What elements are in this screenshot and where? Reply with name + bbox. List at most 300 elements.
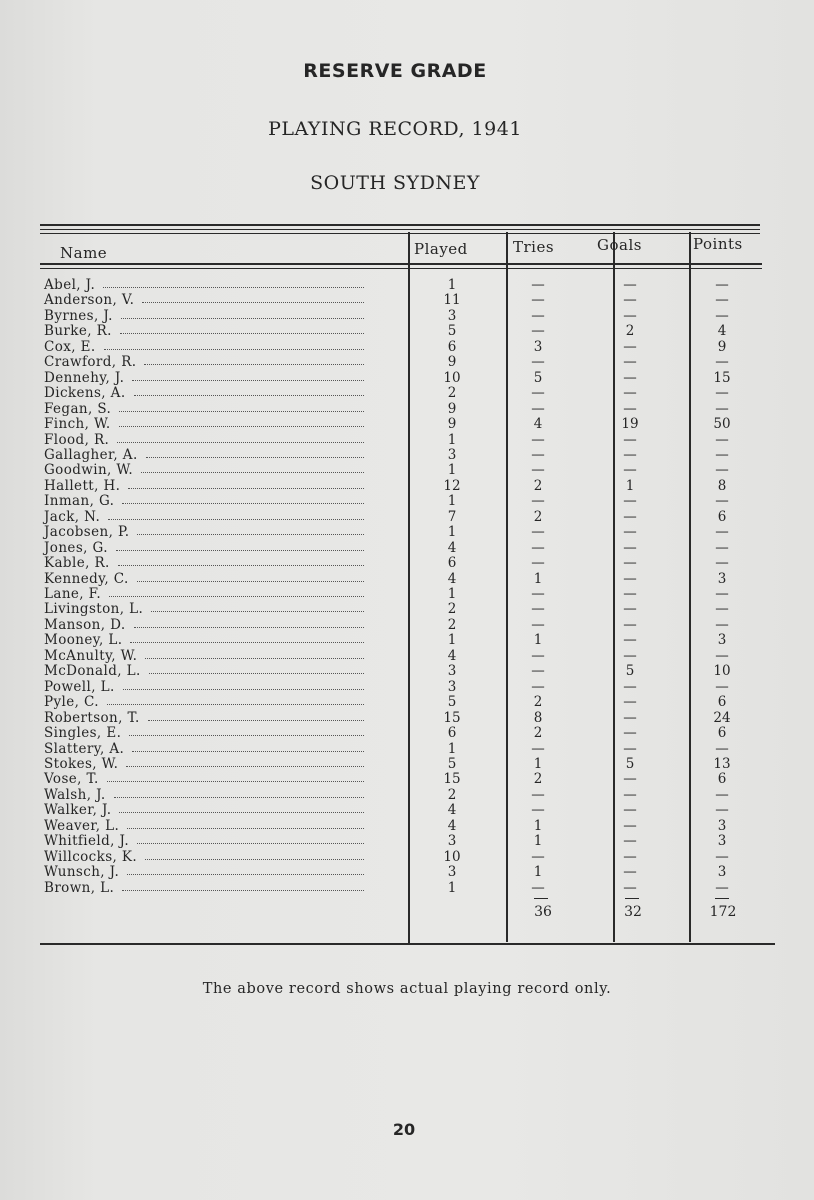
dot-leader — [118, 565, 364, 566]
tries-count: — — [531, 354, 545, 371]
tries-total-rule — [534, 898, 548, 899]
goals-count: — — [623, 709, 637, 726]
goals-count: 5 — [625, 663, 635, 680]
player-name: Jack, N. — [44, 508, 101, 525]
tries-count: 1 — [533, 755, 543, 772]
table-row — [0, 711, 814, 726]
dot-leader — [109, 596, 364, 597]
points-count: — — [715, 786, 729, 803]
player-name: Brown, L. — [44, 879, 115, 896]
games-played: 11 — [443, 292, 461, 309]
games-played: 6 — [447, 338, 457, 355]
goals-count: — — [623, 786, 637, 803]
table-row — [0, 819, 814, 834]
points-count: — — [715, 678, 729, 695]
player-name: Powell, L. — [44, 678, 115, 695]
games-played: 1 — [447, 524, 457, 541]
table-row — [0, 726, 814, 741]
table-row — [0, 386, 814, 401]
points-count: 6 — [717, 771, 727, 788]
tries-count: — — [531, 663, 545, 680]
dot-leader — [126, 766, 364, 767]
tries-count: 3 — [533, 338, 543, 355]
header-bottom-rule — [40, 263, 762, 265]
games-played: 1 — [447, 740, 457, 757]
goals-count: 1 — [625, 477, 635, 494]
dot-leader — [134, 627, 364, 628]
player-name: Walsh, J. — [44, 786, 106, 803]
page-subtitle: PLAYING RECORD, 1941 — [268, 118, 522, 140]
tries-count: — — [531, 616, 545, 633]
tries-count: — — [531, 524, 545, 541]
player-name: Jones, G. — [44, 539, 108, 556]
games-played: 6 — [447, 725, 457, 742]
table-row — [0, 494, 814, 509]
points-count: — — [715, 277, 729, 293]
dot-leader — [122, 503, 364, 504]
dot-leader — [149, 673, 364, 674]
goals-count: — — [623, 725, 637, 742]
tries-count: — — [531, 586, 545, 602]
table-row — [0, 772, 814, 787]
points-count: — — [715, 431, 729, 448]
table-top-rule — [40, 224, 760, 226]
player-name: Byrnes, J. — [44, 307, 113, 324]
table-row — [0, 834, 814, 849]
table-row — [0, 865, 814, 880]
goals-count: — — [623, 307, 637, 324]
dot-leader — [145, 859, 364, 860]
points-count: — — [715, 879, 729, 896]
player-name: Fegan, S. — [44, 400, 112, 417]
player-name: Gallagher, A. — [44, 446, 138, 463]
table-row — [0, 433, 814, 448]
points-count: — — [715, 493, 729, 510]
games-played: 1 — [447, 431, 457, 448]
points-count: — — [715, 539, 729, 556]
games-played: 3 — [447, 864, 457, 881]
goals-count: — — [623, 277, 637, 293]
goals-count: — — [623, 524, 637, 541]
tries-count: 8 — [533, 709, 543, 726]
points-count: — — [715, 555, 729, 572]
tries-count: 4 — [533, 416, 543, 433]
games-played: 10 — [443, 369, 461, 386]
points-count: — — [715, 848, 729, 865]
table-row — [0, 340, 814, 355]
games-played: 3 — [447, 307, 457, 324]
points-count: 3 — [717, 833, 727, 850]
table-row — [0, 757, 814, 772]
dot-leader — [142, 302, 364, 303]
table-row — [0, 510, 814, 525]
goals-count: — — [623, 879, 637, 896]
games-played: 4 — [447, 647, 457, 664]
points-count: 3 — [717, 817, 727, 834]
tries-count: — — [531, 802, 545, 819]
games-played: 3 — [447, 833, 457, 850]
player-name: Pyle, C. — [44, 694, 99, 711]
column-header-name: Name — [60, 244, 108, 262]
table-row — [0, 417, 814, 432]
games-played: 4 — [447, 817, 457, 834]
points-count: 6 — [717, 694, 727, 711]
goals-count: — — [623, 431, 637, 448]
player-name: Whitfield, J. — [44, 833, 130, 850]
table-row — [0, 278, 814, 293]
points-count: — — [715, 400, 729, 417]
table-row — [0, 371, 814, 386]
tries-count: — — [531, 539, 545, 556]
player-name: Anderson, V. — [44, 292, 135, 309]
table-row — [0, 742, 814, 757]
goals-count: — — [623, 740, 637, 757]
points-count: — — [715, 292, 729, 309]
goals-count: — — [623, 864, 637, 881]
player-name: McDonald, L. — [44, 663, 141, 680]
goals-count: — — [623, 539, 637, 556]
table-row — [0, 355, 814, 370]
goals-count: — — [623, 678, 637, 695]
dot-leader — [123, 689, 364, 690]
player-name: Mooney, L. — [44, 632, 123, 649]
tries-count: 2 — [533, 477, 543, 494]
games-played: 1 — [447, 277, 457, 293]
tries-count: — — [531, 385, 545, 402]
dot-leader — [107, 704, 364, 705]
player-name: Kable, R. — [44, 555, 110, 572]
goals-total-rule — [625, 898, 639, 899]
tries-count: — — [531, 786, 545, 803]
page-title: RESERVE GRADE — [303, 60, 487, 82]
games-played: 4 — [447, 539, 457, 556]
games-played: 7 — [447, 508, 457, 525]
points-count: 13 — [713, 755, 731, 772]
dot-leader — [121, 318, 364, 319]
goals-count: — — [623, 493, 637, 510]
dot-leader — [148, 720, 364, 721]
dot-leader — [146, 457, 364, 458]
games-played: 1 — [447, 586, 457, 602]
table-row — [0, 602, 814, 617]
goals-count: — — [623, 694, 637, 711]
dot-leader — [130, 642, 364, 643]
games-played: 5 — [447, 323, 457, 340]
dot-leader — [145, 658, 364, 659]
tries-count: — — [531, 678, 545, 695]
goals-total: 32 — [624, 904, 642, 920]
table-row — [0, 633, 814, 648]
table-row — [0, 309, 814, 324]
points-count: — — [715, 802, 729, 819]
points-count: 10 — [713, 663, 731, 680]
table-row — [0, 664, 814, 679]
points-count: — — [715, 740, 729, 757]
tries-count: — — [531, 292, 545, 309]
column-header-played: Played — [414, 240, 468, 258]
dot-leader — [144, 364, 364, 365]
goals-count: — — [623, 647, 637, 664]
tries-count: 5 — [533, 369, 543, 386]
player-name: Willcocks, K. — [44, 848, 138, 865]
table-row — [0, 463, 814, 478]
games-played: 10 — [443, 848, 461, 865]
dot-leader — [129, 735, 364, 736]
tries-count: 1 — [533, 833, 543, 850]
player-name: Walker, J. — [44, 802, 112, 819]
goals-count: — — [623, 802, 637, 819]
table-row — [0, 803, 814, 818]
points-count: — — [715, 385, 729, 402]
column-header-tries: Tries — [513, 238, 555, 256]
tries-count: 1 — [533, 632, 543, 649]
tries-count: — — [531, 740, 545, 757]
dot-leader — [127, 828, 364, 829]
tries-count: 2 — [533, 508, 543, 525]
goals-count: — — [623, 508, 637, 525]
table-row — [0, 695, 814, 710]
goals-count: — — [623, 400, 637, 417]
table-row — [0, 293, 814, 308]
games-played: 1 — [447, 462, 457, 479]
games-played: 4 — [447, 802, 457, 819]
goals-count: — — [623, 292, 637, 309]
player-name: Burke, R. — [44, 323, 112, 340]
tries-count: — — [531, 555, 545, 572]
dot-leader — [137, 534, 364, 535]
tries-count: 1 — [533, 817, 543, 834]
player-name: Goodwin, W. — [44, 462, 134, 479]
points-count: 6 — [717, 508, 727, 525]
dot-leader — [151, 611, 364, 612]
points-count: 4 — [717, 323, 727, 340]
games-played: 1 — [447, 632, 457, 649]
player-name: Vose, T. — [44, 771, 99, 788]
dot-leader — [141, 472, 364, 473]
table-row — [0, 587, 814, 602]
points-total: 172 — [709, 904, 737, 920]
games-played: 9 — [447, 416, 457, 433]
player-name: Abel, J. — [44, 277, 96, 293]
footnote: The above record shows actual playing record only. — [202, 981, 612, 997]
tries-count: 1 — [533, 864, 543, 881]
player-name: Crawford, R. — [44, 354, 137, 371]
player-name: Kennedy, C. — [44, 570, 129, 587]
games-played: 5 — [447, 694, 457, 711]
games-played: 2 — [447, 786, 457, 803]
goals-count: — — [623, 833, 637, 850]
player-name: Singles, E. — [44, 725, 122, 742]
games-played: 3 — [447, 663, 457, 680]
player-name: Dennehy, J. — [44, 369, 125, 386]
dot-leader — [114, 797, 364, 798]
goals-count: — — [623, 570, 637, 587]
table-top-rule-inner — [40, 229, 760, 230]
player-name: Robertson, T. — [44, 709, 140, 726]
player-name: Flood, R. — [44, 431, 110, 448]
goals-count: — — [623, 369, 637, 386]
player-name: Cox, E. — [44, 338, 96, 355]
games-played: 5 — [447, 755, 457, 772]
goals-count: — — [623, 338, 637, 355]
games-played: 12 — [443, 477, 461, 494]
goals-count: — — [623, 601, 637, 618]
points-count: — — [715, 462, 729, 479]
games-played: 15 — [443, 709, 461, 726]
dot-leader — [132, 380, 364, 381]
tries-count: 2 — [533, 725, 543, 742]
games-played: 4 — [447, 570, 457, 587]
goals-count: 19 — [621, 416, 639, 433]
player-name: Jacobsen, P. — [44, 524, 130, 541]
dot-leader — [120, 333, 364, 334]
points-count: 8 — [717, 477, 727, 494]
goals-count: — — [623, 586, 637, 602]
points-total-rule — [715, 898, 729, 899]
table-row — [0, 402, 814, 417]
player-name: Manson, D. — [44, 616, 126, 633]
points-count: — — [715, 616, 729, 633]
dot-leader — [134, 395, 364, 396]
games-played: 9 — [447, 400, 457, 417]
goals-count: — — [623, 446, 637, 463]
dot-leader — [119, 411, 364, 412]
player-name: Finch, W. — [44, 416, 111, 433]
games-played: 9 — [447, 354, 457, 371]
table-row — [0, 556, 814, 571]
tries-count: — — [531, 307, 545, 324]
player-name: Inman, G. — [44, 493, 115, 510]
dot-leader — [107, 781, 364, 782]
column-header-goals: Goals — [597, 236, 642, 254]
games-played: 15 — [443, 771, 461, 788]
games-played: 3 — [447, 678, 457, 695]
tries-count: 1 — [533, 570, 543, 587]
tries-total: 36 — [534, 904, 552, 920]
points-count: 50 — [713, 416, 731, 433]
player-name: Wunsch, J. — [44, 864, 120, 881]
points-count: — — [715, 647, 729, 664]
games-played: 1 — [447, 493, 457, 510]
tries-count: — — [531, 601, 545, 618]
table-row — [0, 448, 814, 463]
dot-leader — [127, 874, 364, 875]
page-number: 20 — [392, 1120, 416, 1139]
dot-leader — [132, 751, 364, 752]
tries-count: 2 — [533, 694, 543, 711]
player-name: Slattery, A. — [44, 740, 125, 757]
goals-count: — — [623, 632, 637, 649]
goals-count: — — [623, 354, 637, 371]
table-top-rule-third — [40, 233, 760, 234]
tries-count: — — [531, 446, 545, 463]
points-count: 24 — [713, 709, 731, 726]
dot-leader — [117, 442, 364, 443]
table-row — [0, 680, 814, 695]
player-name: Dickens, A. — [44, 385, 126, 402]
goals-count: 2 — [625, 323, 635, 340]
player-name: McAnulty, W. — [44, 647, 138, 664]
player-name: Stokes, W. — [44, 755, 119, 772]
tries-count: — — [531, 879, 545, 896]
table-row — [0, 525, 814, 540]
dot-leader — [104, 349, 364, 350]
games-played: 6 — [447, 555, 457, 572]
dot-leader — [119, 426, 364, 427]
points-count: 9 — [717, 338, 727, 355]
dot-leader — [137, 581, 364, 582]
points-count: 3 — [717, 864, 727, 881]
tries-count: — — [531, 493, 545, 510]
player-name: Weaver, L. — [44, 817, 120, 834]
table-row — [0, 649, 814, 664]
tries-count: — — [531, 400, 545, 417]
table-row — [0, 324, 814, 339]
header-bottom-rule-inner — [40, 268, 762, 269]
dot-leader — [108, 519, 364, 520]
points-count: — — [715, 446, 729, 463]
goals-count: 5 — [625, 755, 635, 772]
points-count: — — [715, 354, 729, 371]
goals-count: — — [623, 848, 637, 865]
points-count: — — [715, 601, 729, 618]
goals-count: — — [623, 555, 637, 572]
dot-leader — [116, 550, 364, 551]
player-name: Livingston, L. — [44, 601, 144, 618]
dot-leader — [119, 812, 364, 813]
tries-count: — — [531, 848, 545, 865]
goals-count: — — [623, 385, 637, 402]
table-row — [0, 479, 814, 494]
points-count: — — [715, 524, 729, 541]
goals-count: — — [623, 771, 637, 788]
games-played: 2 — [447, 601, 457, 618]
points-count: — — [715, 586, 729, 602]
table-row — [0, 618, 814, 633]
games-played: 1 — [447, 879, 457, 896]
games-played: 3 — [447, 446, 457, 463]
dot-leader — [103, 287, 364, 288]
table-row — [0, 788, 814, 803]
table-row — [0, 572, 814, 587]
team-name: SOUTH SYDNEY — [310, 172, 480, 194]
points-count: 3 — [717, 570, 727, 587]
table-row — [0, 881, 814, 896]
player-name: Hallett, H. — [44, 477, 121, 494]
tries-count: — — [531, 462, 545, 479]
points-count: 3 — [717, 632, 727, 649]
points-count: — — [715, 307, 729, 324]
dot-leader — [122, 890, 364, 891]
tries-count: — — [531, 431, 545, 448]
player-name: Lane, F. — [44, 586, 102, 602]
tries-count: — — [531, 277, 545, 293]
goals-count: — — [623, 462, 637, 479]
tries-count: 2 — [533, 771, 543, 788]
games-played: 2 — [447, 385, 457, 402]
dot-leader — [128, 488, 364, 489]
tries-count: — — [531, 647, 545, 664]
points-count: 6 — [717, 725, 727, 742]
dot-leader — [137, 843, 364, 844]
games-played: 2 — [447, 616, 457, 633]
tries-count: — — [531, 323, 545, 340]
table-row — [0, 541, 814, 556]
table-row — [0, 850, 814, 865]
goals-count: — — [623, 817, 637, 834]
column-header-points: Points — [693, 235, 743, 253]
points-count: 15 — [713, 369, 731, 386]
